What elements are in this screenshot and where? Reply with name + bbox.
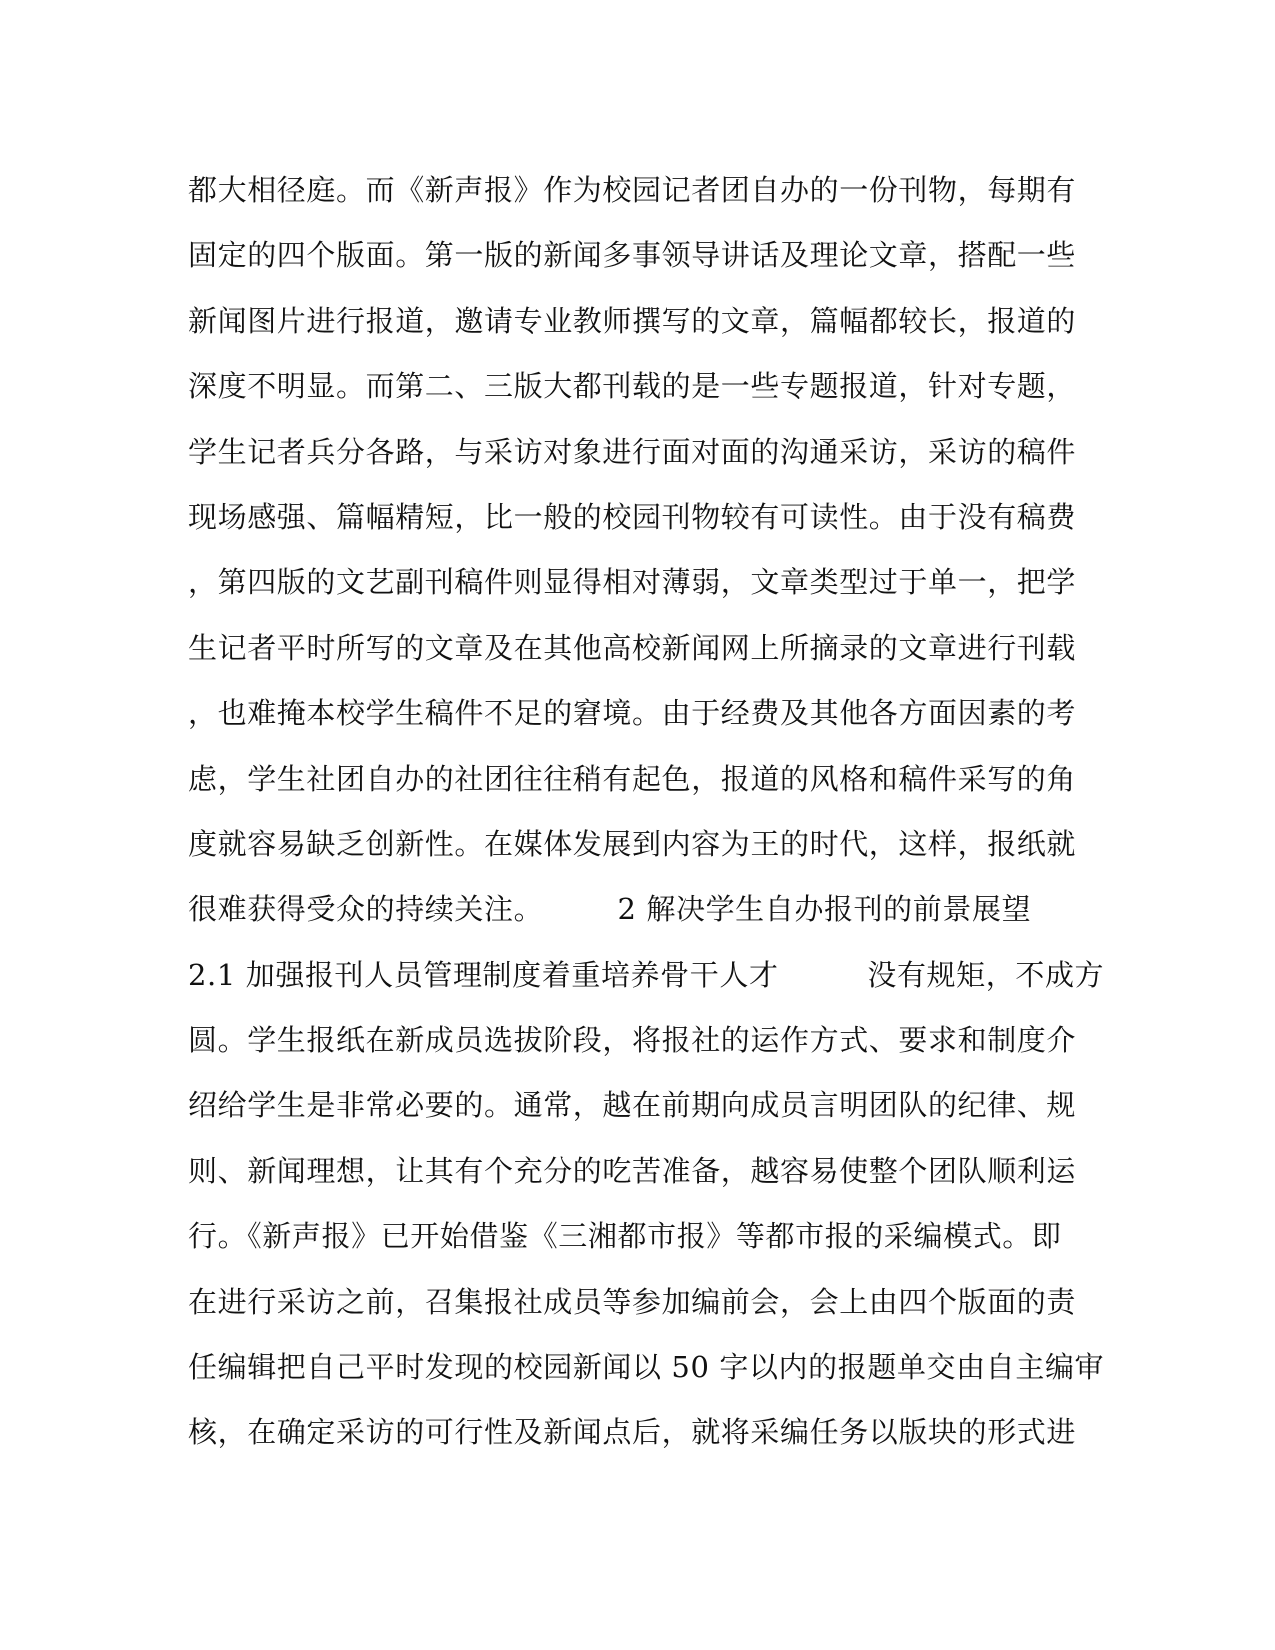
text-line: 现场感强、篇幅精短，比一般的校园刊物较有可读性。由于没有稿费 — [188, 499, 1077, 534]
text-line: 深度不明显。而第二、三版大都刊载的是一些专题报道，针对专题， — [188, 369, 1077, 404]
section-heading-line: 很难获得受众的持续关注。 2 解决学生自办报刊的前景展望 — [188, 892, 1032, 927]
text-line: 任编辑把自己平时发现的校园新闻以 50 字以内的报题单交由自主编审 — [188, 1350, 1105, 1385]
text-line: ，也难掩本校学生稿件不足的窘境。由于经费及其他各方面因素的考 — [188, 696, 1077, 731]
text-line: 在进行采访之前，召集报社成员等参加编前会，会上由四个版面的责 — [188, 1284, 1077, 1319]
text-line: 行。《新声报》已开始借鉴《三湘都市报》等都市报的采编模式。即 — [188, 1219, 1062, 1254]
text-line: 学生记者兵分各路，与采访对象进行面对面的沟通采访，采访的稿件 — [188, 434, 1077, 469]
body-text — [188, 158, 1105, 1466]
text-line: 虑，学生社团自办的社团往往稍有起色，报道的风格和稿件采写的角 — [188, 761, 1077, 796]
text-line: 核，在确定采访的可行性及新闻点后，就将采编任务以版块的形式进 — [188, 1415, 1077, 1450]
text-line: 新闻图片进行报道，邀请专业教师撰写的文章，篇幅都较长，报道的 — [188, 303, 1077, 338]
text-line: 绍给学生是非常必要的。通常，越在前期向成员言明团队的纪律、规 — [188, 1088, 1077, 1123]
text-line: 生记者平时所写的文章及在其他高校新闻网上所摘录的文章进行刊载 — [188, 630, 1077, 665]
text-line: 度就容易缺乏创新性。在媒体发展到内容为王的时代，这样，报纸就 — [188, 826, 1077, 861]
text-line: 圆。学生报纸在新成员选拔阶段，将报社的运作方式、要求和制度介 — [188, 1023, 1077, 1058]
text-line: 固定的四个版面。第一版的新闻多事领导讲话及理论文章，搭配一些 — [188, 238, 1077, 273]
text-line: 则、新闻理想，让其有个充分的吃苦准备，越容易使整个团队顺利运 — [188, 1153, 1077, 1188]
text-line: 都大相径庭。而《新声报》作为校园记者团自办的一份刊物，每期有 — [188, 173, 1077, 207]
subsection-heading-line: 2.1 加强报刊人员管理制度着重培养骨干人才 没有规矩，不成方 — [188, 957, 1105, 992]
text-line: ，第四版的文艺副刊稿件则显得相对薄弱，文章类型过于单一，把学 — [188, 565, 1077, 600]
